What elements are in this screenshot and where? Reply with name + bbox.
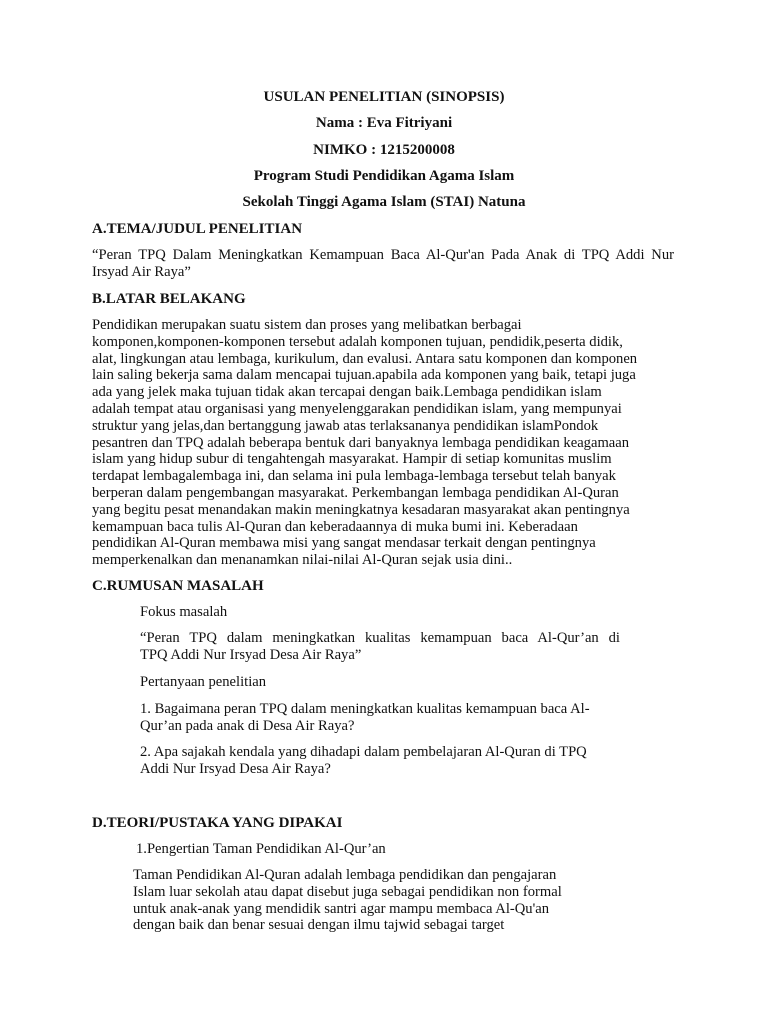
text-line: Irsyad Air Raya”	[92, 263, 191, 280]
study-program: Program Studi Pendidikan Agama Islam	[253, 168, 515, 184]
text-line: 1. Bagaimana peran TPQ dalam meningkatkan kualitas kemampuan baca Al-	[140, 701, 590, 717]
research-question-2	[140, 744, 620, 778]
text-line: Taman Pendidikan Al-Quran adalah lembaga pendidikan dan pengajaran	[133, 867, 557, 883]
text-line: untuk anak-anak yang mendidik santri agar mampu membaca Al-Qu'an	[133, 900, 549, 917]
text-line: alat, lingkungan atau lembaga, kurikulum, dan evalusi. Antara satu komponen dan komponen	[92, 350, 638, 367]
text-line: “Peran TPQ dalam meningkatkan kualitas kemampuan baca Al-Qur’an di	[140, 630, 620, 646]
text-line: 1.Pengertian Taman Pendidikan Al-Qur’an	[136, 841, 386, 857]
text-line: pendidikan Al-Quran membawa misi yang sangat mendasar terkait dengan pentingnya	[92, 535, 596, 552]
text-line: ada yang jelek maka tujuan tidak akan tercapai dengan baik.Lembaga pendidikan islam	[92, 384, 602, 401]
text-line: Islam luar sekolah atau dapat disebut juga sebagai pendidikan non formal	[133, 883, 562, 900]
text-line: Pendidikan merupakan suatu sistem dan proses yang melibatkan berbagai	[92, 317, 522, 333]
text-line: Fokus masalah	[140, 604, 228, 620]
theory-subheading	[136, 841, 616, 858]
text-line: Qur’an pada anak di Desa Air Raya?	[140, 717, 355, 734]
section-b-heading: B.LATAR BELAKANG	[92, 291, 246, 307]
text-line: berperan dalam pengembangan masyarakat. Perkembangan lembaga pendidikan Al-Quran	[92, 484, 619, 501]
research-question-1	[140, 701, 620, 735]
author-name: Nama : Eva Fitriyani	[315, 115, 453, 131]
text-line: “Peran TPQ Dalam Meningkatkan Kemampuan Baca Al-Qur'an Pada Anak di TPQ Addi Nur	[92, 247, 674, 263]
section-a-heading: A.TEMA/JUDUL PENELITIAN	[92, 221, 303, 237]
text-line: kemampuan baca tulis Al-Quran dan keberadaannya di muka bumi ini. Keberadaan	[92, 518, 578, 535]
text-line: TPQ Addi Nur Irsyad Desa Air Raya”	[140, 646, 362, 663]
document-title: USULAN PENELITIAN (SINOPSIS)	[263, 89, 505, 105]
text-line: komponen,komponen-komponen tersebut adalah komponen tujuan, pendidik,peserta didik,	[92, 333, 623, 350]
section-a-text	[92, 247, 674, 281]
text-line: pesantren dan TPQ adalah beberapa bentuk dari banyaknya lembaga pendidikan keagamaan	[92, 434, 630, 451]
question-label	[140, 674, 620, 691]
text-line: Pertanyaan penelitian	[140, 674, 267, 690]
text-line: yang begitu pesat menandakan makin meningkatnya kesadaran masyarakat akan pentingnya	[92, 501, 630, 518]
section-c-heading: C.RUMUSAN MASALAH	[92, 578, 264, 594]
section-b-paragraph	[92, 317, 672, 569]
focus-label	[140, 604, 620, 621]
text-line: lain saling bekerja sama dalam mencapai tujuan.apabila ada komponen yang baik, tetapi juga	[92, 367, 636, 384]
text-line: islam yang hidup subur di tengahtengah masyarakat. Hampir di setiap komunitas muslim	[92, 451, 612, 468]
focus-statement	[140, 630, 620, 664]
text-line: 2. Apa sajakah kendala yang dihadapi dalam pembelajaran Al-Quran di TPQ	[140, 744, 587, 760]
student-id: NIMKO : 1215200008	[313, 142, 455, 158]
text-line: memperkenalkan dan menanamkan nilai-nilai Al-Quran sejak usia dini..	[92, 552, 513, 569]
text-line: Addi Nur Irsyad Desa Air Raya?	[140, 760, 331, 777]
text-line: adalah tempat atau organisasi yang menyelenggarakan pendidikan islam, yang mempunyai	[92, 400, 622, 417]
text-line: terdapat lembagalembaga ini, dan selama ini pula lembaga-lembaga tersebut telah banyak	[92, 468, 616, 485]
theory-paragraph	[133, 867, 613, 934]
institution-name: Sekolah Tinggi Agama Islam (STAI) Natuna	[242, 194, 526, 210]
text-line: struktur yang jelas,dan bertanggung jawab atas terlaksananya pendidikan islamPondok	[92, 417, 599, 434]
text-line: dengan baik dan benar sesuai dengan ilmu tajwid sebagai target	[133, 917, 505, 934]
section-d-heading: D.TEORI/PUSTAKA YANG DIPAKAI	[92, 815, 343, 831]
